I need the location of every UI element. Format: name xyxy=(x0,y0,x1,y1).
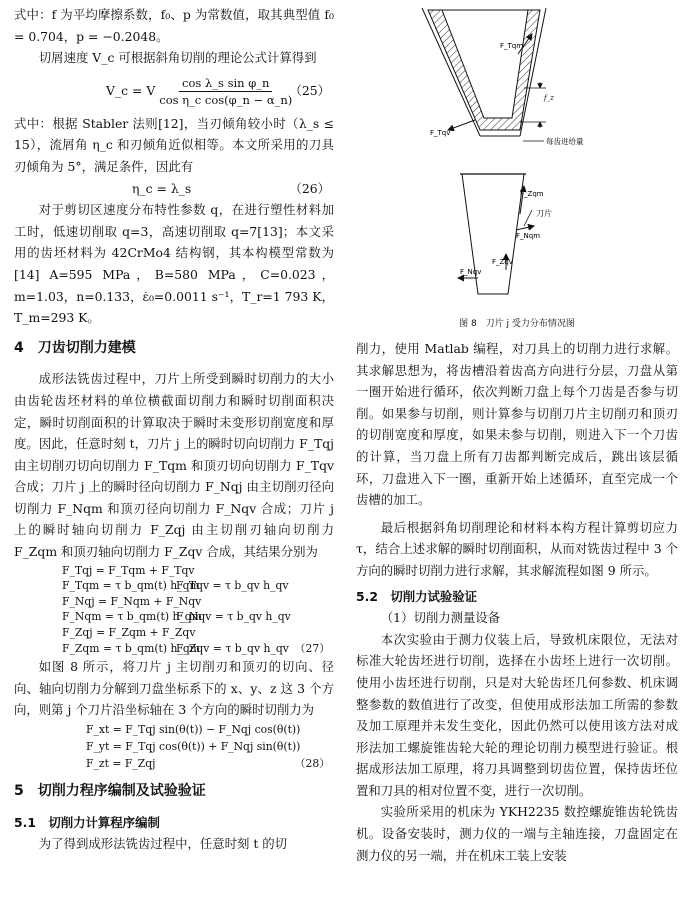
equation-row: F_xt = F_Tqj sin(θ(t)) − F_Nqj cos(θ(t)) xyxy=(86,723,301,736)
label-fz: f_z xyxy=(544,94,554,102)
paragraph: 如图 8 所示，将刀片 j 主切削刃和顶刃的切向、径向、轴向切削力分解到刀盘坐标系下的 x、y、z 这 3 个方向，则第 j 个刀片沿坐标轴在 3 个方向的瞬时切削力为 xyxy=(14,659,334,718)
paragraph: 式中：根据 Stabler 法则[12]，当刃倾角较小时（λ_s ≤ 15），流屑角 η_c 和刃倾角近似相等。本文所采用的刀具刃倾角为 5°，满足条件，因此有 xyxy=(14,115,334,174)
label-f-zqm: F_Zqm xyxy=(520,190,544,198)
paragraph: 实验所采用的机床为 YKH2235 数控螺旋锥齿轮铣齿机。设备安装时，测力仪的一端与主轴连接，刀盘固定在测力仪的另一端，并在机床工装上安装 xyxy=(356,804,678,863)
section-heading: 4 刀齿切削力建模 xyxy=(14,339,136,356)
subsection-heading: 5.1 切削力计算程序编制 xyxy=(14,814,160,830)
fraction-numerator: cos λ_s sin φ_n xyxy=(179,75,272,92)
right-column xyxy=(356,338,678,866)
figure-8-insert-force-diagram xyxy=(420,2,660,307)
paragraph: 对于剪切区速度分布特性参数 q，在进行塑性材料加工时，低速切削取 q=3，高速切削取 q=7[13]；本文采用的齿坯材料为 42CrMo4 结构钢，其本构模型常数为[14] A=595 MPa，B=580 MPa，C=0.023，m=1.03，n=0.133，ε̇₀=0.0011 s⁻¹，T_r=1 793 K，T_m=293 K。 xyxy=(14,202,334,326)
equation-number: （25） xyxy=(289,82,330,98)
equation-number: （26） xyxy=(289,180,330,196)
equation-fraction xyxy=(159,75,292,108)
equation-lhs: V_c = V xyxy=(106,82,156,98)
equation-row: F_Tqm = τ b_qm(t) h_qm F_Tqv = τ b_qv h_qv xyxy=(62,579,289,593)
paragraph: 成形法铣齿过程中，刀片上所受到瞬时切削力的大小由齿轮齿坯材料的单位横截面切削力和瞬时切削面积决定，瞬时切削面积的计算取决于瞬时未变形切削宽度和厚度。因此，任意时刻 t，刀片 j 上的瞬时切向切削力 F_Tqj 由主切削刃切向切削力 F_Tqm 和顶刃切向切削力 F_Tqv 合成；刀片 j 上的瞬时径向切削力 F_Nqj 由主切削刃径向切削力 F_Nqm 和顶刃径向切削力 F_Nqv 合成；刀片 j 上的瞬时轴向切削力 F_Zqj 由主切削刃轴向切削力 F_Zqm 和顶刃轴向切削力 F_Zqv 合成，其结果分别为 xyxy=(14,371,334,560)
equation-row: F_Nqj = F_Nqm + F_Nqv xyxy=(62,594,202,608)
paragraph: 切屑速度 V_c 可根据斜角切削的理论公式计算得到 xyxy=(38,50,317,66)
equation-26 xyxy=(14,178,334,200)
subheading: （1）切削力测量设备 xyxy=(380,610,501,626)
equation-row: F_Tqj = F_Tqm + F_Tqv xyxy=(62,563,195,577)
section-heading: 5 切削力程序编制及试验验证 xyxy=(14,783,206,799)
equation-28 xyxy=(14,721,334,772)
label-feed-per-tooth: 每齿进给量 xyxy=(546,137,584,146)
equation-row: F_Zqj = F_Zqm + F_Zqv xyxy=(62,626,196,640)
paragraph: 最后根据斜角切削理论和材料本构方程计算剪切应力 τ，结合上述求解的瞬时切削面积，从而对铣齿过程中 3 个方向的瞬时切削力进行求解，其求解流程如图 9 所示。 xyxy=(356,519,678,578)
equation-row: F_yt = F_Tqj cos(θ(t)) + F_Nqj sin(θ(t)) xyxy=(86,740,301,753)
label-f-nqm: F_Nqm xyxy=(516,232,541,240)
equation-number: （27） xyxy=(294,641,330,655)
equation-text: η_c = λ_s xyxy=(132,180,192,196)
subsection-heading: 5.2 切削力试验验证 xyxy=(356,588,478,604)
paragraph: 为了得到成形法铣齿过程中，任意时刻 t 的切 xyxy=(38,836,288,852)
paragraph: 式中：f 为平均摩擦系数，f₀、p 为常数值，取其典型值 f₀ = 0.704，p = −0.2048。 xyxy=(14,7,334,44)
lower-insert-shape xyxy=(462,174,524,294)
equation-27 xyxy=(14,563,334,657)
equation-row: F_Zqm = τ b_qm(t) h_qm F_Zqv = τ b_qv h_qv （27） xyxy=(62,641,330,655)
fraction-denominator: cos η_c cos(φ_n − α_n) xyxy=(159,92,293,107)
label-f-tqv: F_Tqv xyxy=(430,129,451,137)
left-column xyxy=(14,4,334,855)
equation-number: （28） xyxy=(294,757,330,770)
figure-caption: 图 8 刀片 j 受力分布情况图 xyxy=(459,319,575,329)
label-f-tqm: F_Tqm xyxy=(500,42,524,50)
paragraph: 削力，使用 Matlab 编程，对刀具上的切削力进行求解。其求解思想为，将齿槽沿着齿高方向进行分层，刀盘从第一圈开始进行循环，依次判断刀盘上每个刀齿是否参与切削。如果参与切削，则计算参与切削刀片主切削刃和顶刃的切削宽度和厚度，如果未参与切削，则进入下一个刀齿的计算，当刀盘上所有刀齿都判断完成后，跳出该层循环，刀盘进入下一圈，重新开始上述循环，直至完成一个齿槽的加工。 xyxy=(356,341,678,508)
label-insert: 刀片 xyxy=(536,209,552,218)
equation-row: F_Nqm = τ b_qm(t) h_qm F_Nqv = τ b_qv h_qv xyxy=(62,610,291,624)
equation-25 xyxy=(14,69,334,113)
equation-row: F_zt = F_Zqj （28） xyxy=(86,757,330,770)
label-f-nqv: F_Nqv xyxy=(460,268,482,276)
paragraph: 本次实验由于测力仪装上后，导致机床限位，无法对标准大轮齿坯进行切削，选择在小齿坯上进行一次切削。使用小齿坯进行切削，只是对大轮齿坯几何参数、机床调整参数的数值进行了改变，但使用成形法加工所需的参数及加工原理并未发生变化，因此仍然可以使用该方法对成形法加工螺旋锥齿轮大轮的理论切削力模型进行验证。根据成形法加工原理，将刀具调整到切齿位置，保持齿坯位置和刀具的相对位置不变，进行一次切削。 xyxy=(356,631,678,798)
label-f-zqv: F_Zqv xyxy=(492,258,513,266)
